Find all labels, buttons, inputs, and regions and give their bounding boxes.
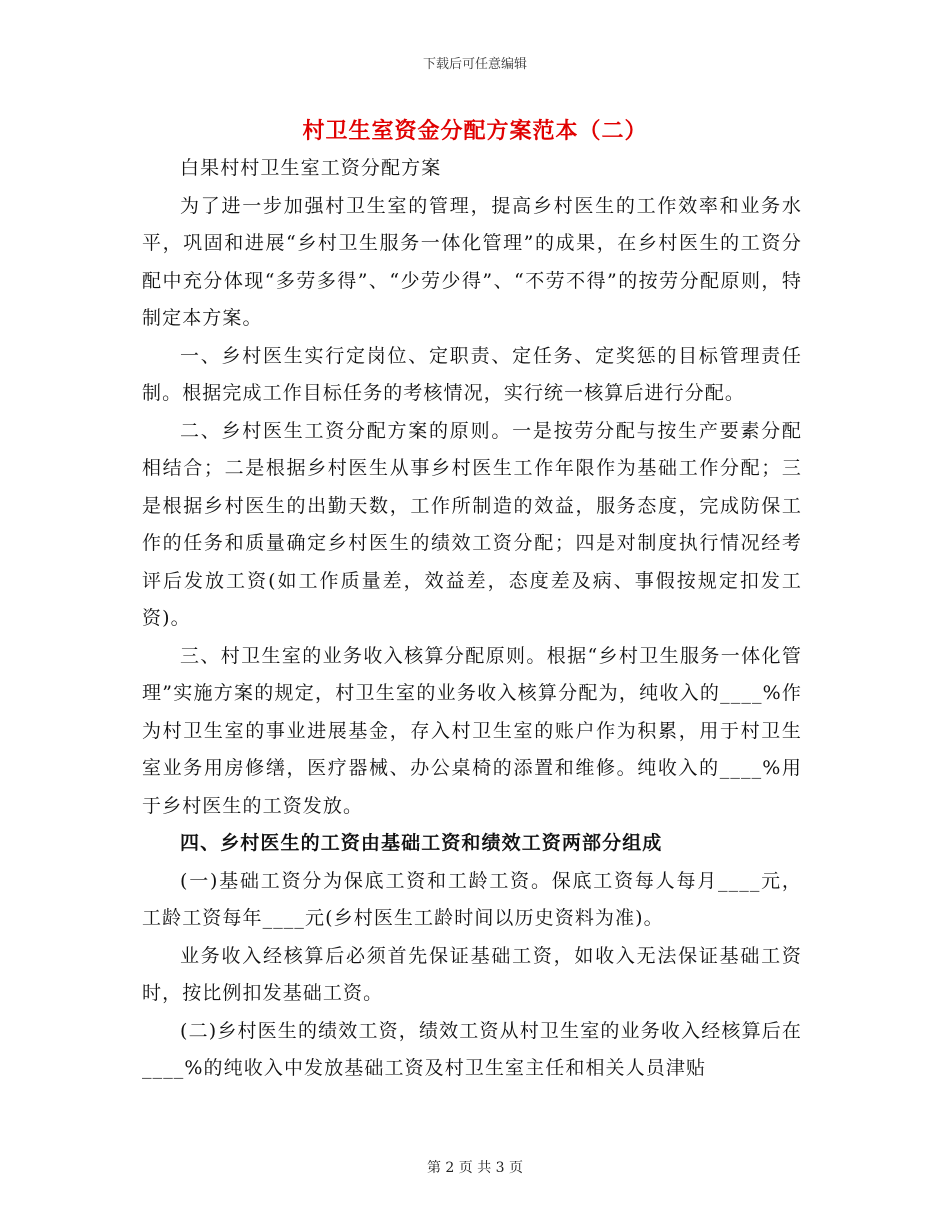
paragraph-section-1: 一、乡村医生实行定岗位、定职责、定任务、定奖惩的目标管理责任制。根据完成工作目标任务的考核情况，实行统一核算后进行分配。 xyxy=(142,344,802,404)
page-number: 第 2 页 共 3 页 xyxy=(426,1160,524,1176)
paragraph-section-2: 二、乡村医生工资分配方案的原则。一是按劳分配与按生产要素分配相结合；二是根据乡村医生从事乡村医生工作年限作为基础工作分配；三是根据乡村医生的出勤天数，工作所制造的效益，服务态度，完成防保工作的任务和质量确定乡村医生的绩效工资分配；四是对制度执行情况经考评后发放工资(如工作质量差，效益差，态度差及病、事假按规定扣发工资)。 xyxy=(142,419,802,629)
paragraph-section-3: 三、村卫生室的业务收入核算分配原则。根据“乡村卫生服务一体化管理”实施方案的规定，村卫生室的业务收入核算分配为，纯收入的____%作为村卫生室的事业进展基金，存入村卫生室的账户作为积累，用于村卫生室业务用房修缮，医疗器械、办公桌椅的添置和维修。纯收入的____%用于乡村医生的工资发放。 xyxy=(142,644,802,817)
paragraph-section-4-heading: 四、乡村医生的工资由基础工资和绩效工资两部分组成 xyxy=(180,832,663,854)
paragraph-basic-wage: (一)基础工资分为保底工资和工龄工资。保底工资每人每月____元，工龄工资每年____元(乡村医生工龄时间以历史资料为准)。 xyxy=(142,869,802,929)
document-body xyxy=(142,150,802,1088)
header-note: 下载后可任意编辑 xyxy=(422,57,527,72)
paragraph-basic-wage-guarantee: 业务收入经核算后必须首先保证基础工资，如收入无法保证基础工资时，按比例扣发基础工资。 xyxy=(142,944,802,1004)
document-title: 村卫生室资金分配方案范本（二） xyxy=(302,118,648,144)
paragraph-intro: 为了进一步加强村卫生室的管理，提高乡村医生的工作效率和业务水平，巩固和进展“乡村卫生服务一体化管理”的成果，在乡村医生的工资分配中充分体现“多劳多得”、“少劳少得”、“不劳不得”的按劳分配原则，特制定本方案。 xyxy=(142,194,802,329)
paragraph-performance-wage: (二)乡村医生的绩效工资，绩效工资从村卫生室的业务收入经核算后在____%的纯收入中发放基础工资及村卫生室主任和相关人员津贴 xyxy=(142,1019,802,1079)
paragraph-subtitle: 白果村村卫生室工资分配方案 xyxy=(180,157,442,179)
